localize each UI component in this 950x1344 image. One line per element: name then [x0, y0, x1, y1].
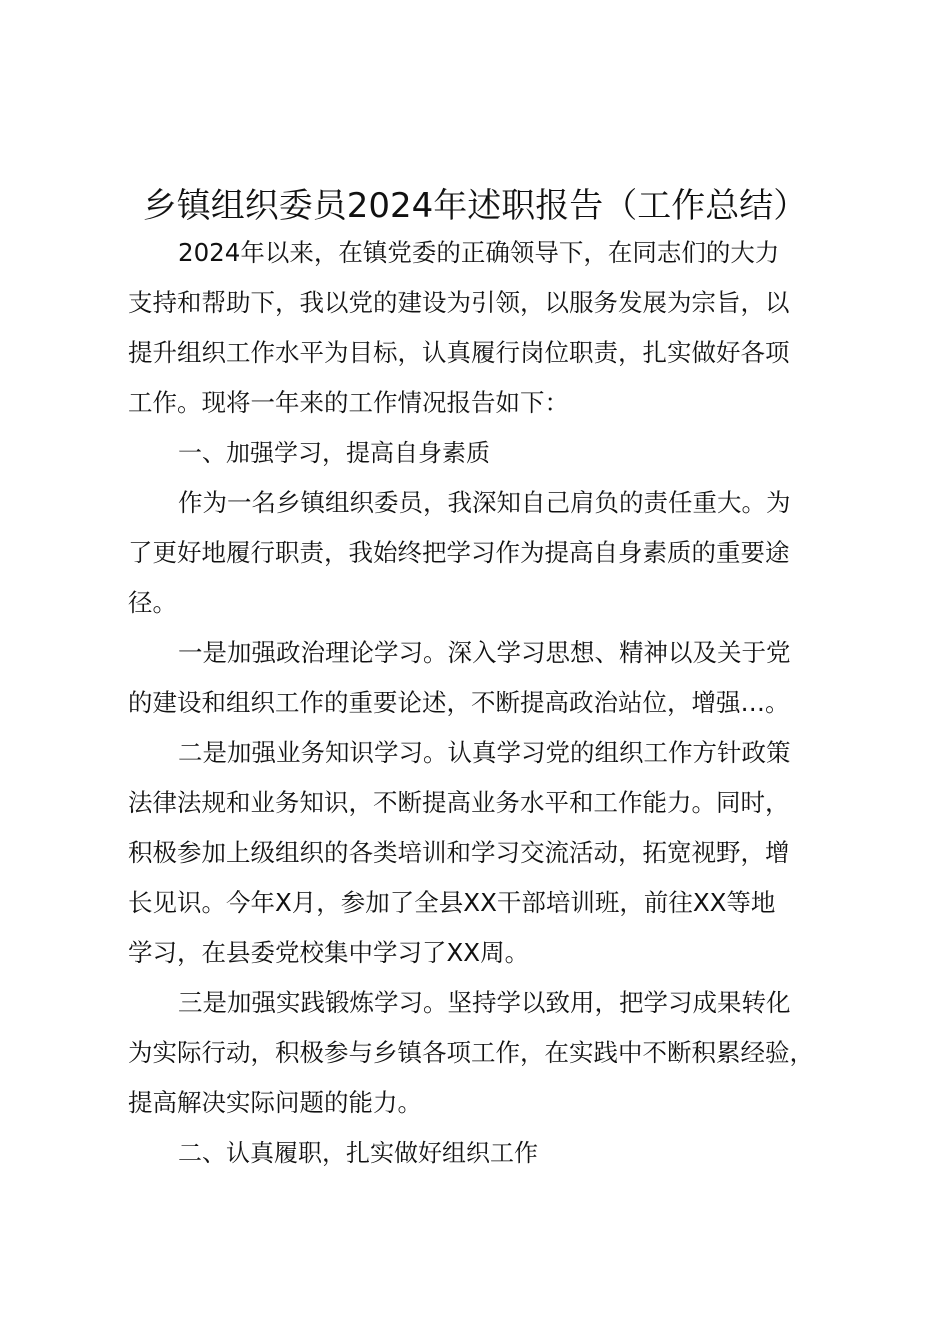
section-heading: 二、认真履职，扎实做好组织工作	[178, 1139, 538, 1167]
section-heading: 一、加强学习，提高自身素质	[178, 439, 490, 467]
paragraph-line: 了更好地履行职责，我始终把学习作为提高自身素质的重要途	[128, 538, 790, 567]
paragraph-line: 一是加强政治理论学习。深入学习思想、精神以及关于党	[178, 638, 791, 667]
paragraph-line: 学习，在县委党校集中学习了XX周。	[128, 938, 530, 967]
paragraph-line: 长见识。今年X月，参加了全县XX干部培训班，前往XX等地	[128, 888, 776, 917]
document-title: 乡镇组织委员2024年述职报告（工作总结）	[142, 186, 808, 226]
paragraph-line: 径。	[128, 588, 177, 617]
paragraph-line: 工作。现将一年来的工作情况报告如下：	[128, 388, 569, 417]
paragraph-line: 为实际行动，积极参与乡镇各项工作，在实践中不断积累经验，	[128, 1038, 814, 1067]
paragraph-line: 作为一名乡镇组织委员，我深知自己肩负的责任重大。为	[178, 488, 791, 517]
paragraph-line: 三是加强实践锻炼学习。坚持学以致用，把学习成果转化	[178, 988, 791, 1017]
paragraph-line: 二是加强业务知识学习。认真学习党的组织工作方针政策	[178, 738, 791, 767]
paragraph-line: 的建设和组织工作的重要论述，不断提高政治站位，增强…。	[128, 688, 790, 717]
paragraph-line: 提高解决实际问题的能力。	[128, 1088, 422, 1117]
paragraph-line: 提升组织工作水平为目标，认真履行岗位职责，扎实做好各项	[128, 338, 790, 367]
paragraph-line: 2024年以来，在镇党委的正确领导下，在同志们的大力	[178, 238, 780, 267]
paragraph-line: 法律法规和业务知识，不断提高业务水平和工作能力。同时，	[128, 788, 790, 817]
paragraph-line: 积极参加上级组织的各类培训和学习交流活动，拓宽视野，增	[128, 838, 790, 867]
paragraph-line: 支持和帮助下，我以党的建设为引领，以服务发展为宗旨，以	[128, 288, 790, 317]
